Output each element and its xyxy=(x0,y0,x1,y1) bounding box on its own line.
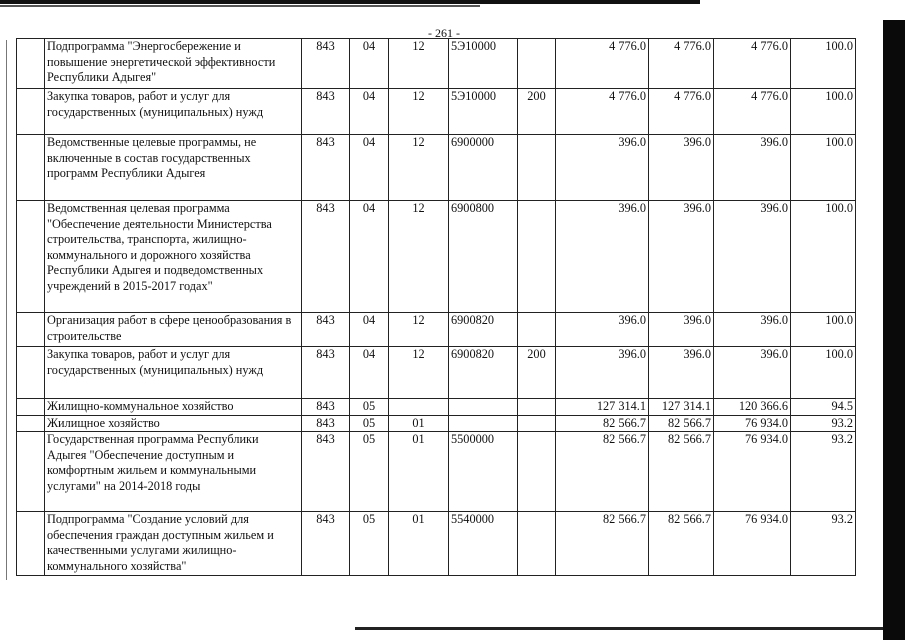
row-margin-cell xyxy=(17,135,45,201)
row-percent: 100.0 xyxy=(791,39,856,89)
row-percent: 93.2 xyxy=(791,415,856,432)
page-number: - 261 - xyxy=(428,26,460,40)
row-margin-cell xyxy=(17,313,45,347)
row-amount-1: 396.0 xyxy=(556,135,649,201)
row-amount-2: 396.0 xyxy=(649,347,714,399)
row-target-article: 5Э10000 xyxy=(449,39,518,89)
row-ved: 843 xyxy=(302,39,350,89)
table-row xyxy=(17,313,856,347)
row-expense-type xyxy=(518,512,556,576)
table-row xyxy=(17,399,856,416)
row-target-article xyxy=(449,399,518,416)
row-amount-2: 4 776.0 xyxy=(649,39,714,89)
row-subsection: 12 xyxy=(389,135,449,201)
row-percent: 100.0 xyxy=(791,347,856,399)
row-ved: 843 xyxy=(302,135,350,201)
row-name: Жилищное хозяйство xyxy=(45,415,302,432)
row-percent: 100.0 xyxy=(791,313,856,347)
row-margin-cell xyxy=(17,201,45,313)
row-ved: 843 xyxy=(302,512,350,576)
row-amount-1: 82 566.7 xyxy=(556,512,649,576)
table-row xyxy=(17,201,856,313)
row-section: 05 xyxy=(350,399,389,416)
row-subsection: 01 xyxy=(389,415,449,432)
row-subsection: 12 xyxy=(389,201,449,313)
row-margin-cell xyxy=(17,512,45,576)
row-amount-1: 396.0 xyxy=(556,313,649,347)
row-margin-cell xyxy=(17,347,45,399)
row-amount-3: 396.0 xyxy=(714,347,791,399)
row-amount-2: 396.0 xyxy=(649,201,714,313)
row-target-article: 6900800 xyxy=(449,201,518,313)
row-expense-type xyxy=(518,432,556,512)
table-row xyxy=(17,347,856,399)
row-amount-2: 127 314.1 xyxy=(649,399,714,416)
row-percent: 100.0 xyxy=(791,201,856,313)
row-amount-1: 127 314.1 xyxy=(556,399,649,416)
row-subsection: 12 xyxy=(389,347,449,399)
row-target-article: 5Э10000 xyxy=(449,89,518,135)
row-name: Государственная программа Республики Адыгея "Обеспечение доступным и комфортным жильем и коммунальными услугами" на 2014-2018 годы xyxy=(45,432,302,512)
row-name: Организация работ в сфере ценообразования в строительстве xyxy=(45,313,302,347)
table-row xyxy=(17,415,856,432)
row-target-article: 6900820 xyxy=(449,313,518,347)
row-subsection: 12 xyxy=(389,313,449,347)
row-target-article: 6900820 xyxy=(449,347,518,399)
row-amount-1: 396.0 xyxy=(556,347,649,399)
table-row xyxy=(17,432,856,512)
row-section: 04 xyxy=(350,39,389,89)
row-name: Ведомственные целевые программы, не включенные в состав государственных программ Республики Адыгея xyxy=(45,135,302,201)
table-row xyxy=(17,89,856,135)
scan-edge-top xyxy=(0,0,700,4)
row-amount-3: 76 934.0 xyxy=(714,432,791,512)
row-ved: 843 xyxy=(302,89,350,135)
row-amount-2: 82 566.7 xyxy=(649,512,714,576)
row-amount-3: 76 934.0 xyxy=(714,512,791,576)
row-amount-3: 120 366.6 xyxy=(714,399,791,416)
row-amount-1: 82 566.7 xyxy=(556,432,649,512)
row-margin-cell xyxy=(17,432,45,512)
table-row xyxy=(17,135,856,201)
row-margin-cell xyxy=(17,39,45,89)
scan-edge-top-secondary xyxy=(0,5,480,7)
row-section: 04 xyxy=(350,347,389,399)
row-amount-1: 82 566.7 xyxy=(556,415,649,432)
row-expense-type: 200 xyxy=(518,347,556,399)
scan-edge-bottom xyxy=(355,627,883,630)
row-name: Ведомственная целевая программа "Обеспечение деятельности Министерства строительства, транспорта, жилищно-коммунального и дорожного хозяйства Республики Адыгея и подведомственных учреждений в 2015-2017 годах" xyxy=(45,201,302,313)
row-expense-type xyxy=(518,39,556,89)
row-expense-type xyxy=(518,201,556,313)
row-amount-3: 396.0 xyxy=(714,313,791,347)
row-margin-cell xyxy=(17,399,45,416)
row-expense-type xyxy=(518,399,556,416)
row-amount-3: 4 776.0 xyxy=(714,89,791,135)
row-amount-2: 82 566.7 xyxy=(649,432,714,512)
row-section: 04 xyxy=(350,89,389,135)
row-margin-cell xyxy=(17,415,45,432)
row-amount-2: 396.0 xyxy=(649,135,714,201)
row-subsection: 12 xyxy=(389,39,449,89)
row-amount-2: 4 776.0 xyxy=(649,89,714,135)
row-amount-1: 396.0 xyxy=(556,201,649,313)
row-expense-type: 200 xyxy=(518,89,556,135)
row-ved: 843 xyxy=(302,313,350,347)
row-amount-3: 76 934.0 xyxy=(714,415,791,432)
row-subsection xyxy=(389,399,449,416)
row-ved: 843 xyxy=(302,415,350,432)
row-margin-cell xyxy=(17,89,45,135)
row-percent: 100.0 xyxy=(791,135,856,201)
row-percent: 93.2 xyxy=(791,512,856,576)
row-subsection: 01 xyxy=(389,512,449,576)
row-name: Подпрограмма "Создание условий для обеспечения граждан доступным жильем и качественными услугами жилищно-коммунального хозяйства" xyxy=(45,512,302,576)
row-percent: 100.0 xyxy=(791,89,856,135)
row-amount-1: 4 776.0 xyxy=(556,39,649,89)
row-section: 04 xyxy=(350,135,389,201)
row-amount-1: 4 776.0 xyxy=(556,89,649,135)
row-target-article: 6900000 xyxy=(449,135,518,201)
row-percent: 93.2 xyxy=(791,432,856,512)
row-name: Подпрограмма "Энергосбережение и повышение энергетической эффективности Республики Адыгея" xyxy=(45,39,302,89)
row-ved: 843 xyxy=(302,347,350,399)
row-name: Закупка товаров, работ и услуг для государственных (муниципальных) нужд xyxy=(45,347,302,399)
scan-edge-right xyxy=(883,20,905,640)
row-section: 05 xyxy=(350,415,389,432)
row-target-article xyxy=(449,415,518,432)
row-ved: 843 xyxy=(302,201,350,313)
row-amount-2: 396.0 xyxy=(649,313,714,347)
row-subsection: 12 xyxy=(389,89,449,135)
scan-edge-left xyxy=(6,40,7,580)
row-expense-type xyxy=(518,135,556,201)
row-section: 05 xyxy=(350,512,389,576)
budget-table xyxy=(16,38,856,576)
table-row xyxy=(17,512,856,576)
row-name: Закупка товаров, работ и услуг для государственных (муниципальных) нужд xyxy=(45,89,302,135)
row-target-article: 5500000 xyxy=(449,432,518,512)
row-percent: 94.5 xyxy=(791,399,856,416)
row-amount-2: 82 566.7 xyxy=(649,415,714,432)
row-section: 04 xyxy=(350,201,389,313)
row-target-article: 5540000 xyxy=(449,512,518,576)
row-ved: 843 xyxy=(302,399,350,416)
table-row xyxy=(17,39,856,89)
row-amount-3: 396.0 xyxy=(714,201,791,313)
row-amount-3: 396.0 xyxy=(714,135,791,201)
row-name: Жилищно-коммунальное хозяйство xyxy=(45,399,302,416)
row-expense-type xyxy=(518,415,556,432)
row-section: 05 xyxy=(350,432,389,512)
row-expense-type xyxy=(518,313,556,347)
row-amount-3: 4 776.0 xyxy=(714,39,791,89)
row-ved: 843 xyxy=(302,432,350,512)
row-subsection: 01 xyxy=(389,432,449,512)
row-section: 04 xyxy=(350,313,389,347)
